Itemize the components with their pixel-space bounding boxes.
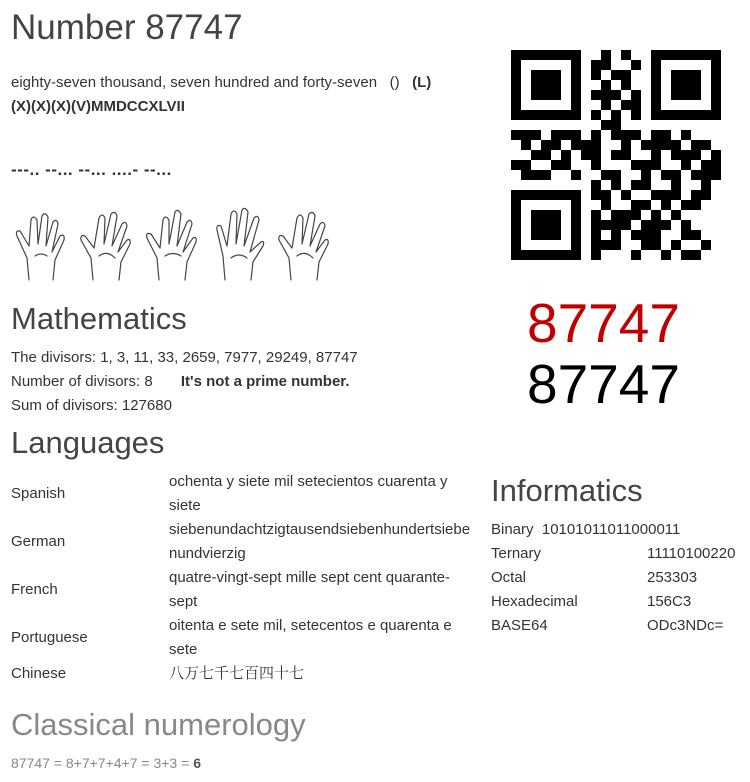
page-title: Number 87747 (11, 8, 243, 47)
sign-language-hands (11, 206, 331, 282)
info-value: 253303 (647, 569, 698, 586)
number-in-words (11, 71, 481, 119)
language-name: French (11, 581, 58, 598)
sum-of-divisors-text: Sum of divisors: 127680 (11, 397, 172, 414)
hand-sign-icon (147, 210, 197, 280)
morse-code: ---.. --... --... ....- --... (11, 160, 172, 179)
numerology-formula-text: 87747 = 8+7+7+4+7 = 3+3 = (11, 755, 190, 771)
roman-l-text: (L) (412, 74, 432, 91)
info-value: 156C3 (647, 593, 692, 610)
big-number-black: 87747 (527, 353, 680, 415)
info-label: BASE64 (491, 617, 548, 634)
language-value: oitenta e sete mil, setecentos e quarenta e sete (169, 617, 452, 658)
numerology-heading: Classical numerology (11, 707, 306, 742)
hand-sign-icon (16, 214, 64, 280)
informatics-heading: Informatics (491, 473, 643, 508)
info-value: 11110100220 (647, 545, 736, 562)
info-value: ODc3NDc= (647, 617, 724, 634)
language-value: ochenta y siete mil setecientos cuarenta y siete (169, 473, 448, 514)
language-name: German (11, 533, 66, 550)
language-name: Chinese (11, 665, 67, 682)
number-of-divisors-text: Number of divisors: 8 (11, 373, 153, 390)
binary-row (491, 521, 680, 538)
hand-sign-icon (81, 212, 130, 280)
numerology-result: 6 (193, 755, 201, 771)
big-number-red: 87747 (527, 292, 680, 354)
roman-numeral-text: (X)(X)(X)(V)MMDCCXLVII (11, 98, 185, 115)
language-name: Spanish (11, 485, 66, 502)
mathematics-heading: Mathematics (11, 301, 187, 336)
number-of-divisors (11, 373, 350, 390)
parens-text: () (389, 74, 400, 91)
binary-value: 10101011011000011 (541, 521, 681, 538)
languages-heading: Languages (11, 425, 165, 460)
language-value: siebenundachtzigtausendsiebenhundertsiebenundvierzig (169, 521, 471, 562)
qr-code-icon (511, 50, 721, 260)
info-label: Hexadecimal (491, 593, 578, 610)
hand-sign-icon (279, 212, 328, 280)
words-text: eighty-seven thousand, seven hundred and forty-seven (11, 74, 378, 91)
language-name: Portuguese (11, 629, 88, 646)
divisors-text: The divisors: 1, 3, 11, 33, 2659, 7977, 29249, 87747 (11, 349, 358, 366)
hand-sign-icon (217, 208, 264, 280)
language-value: quatre-vingt-sept mille sept cent quarante-sept (169, 569, 450, 610)
info-label: Octal (491, 569, 527, 586)
numerology-formula (11, 755, 201, 771)
binary-label: Binary (491, 521, 534, 538)
prime-note: It's not a prime number. (180, 373, 350, 390)
info-label: Ternary (491, 545, 542, 562)
language-value: 八万七千七百四十七 (169, 665, 305, 682)
